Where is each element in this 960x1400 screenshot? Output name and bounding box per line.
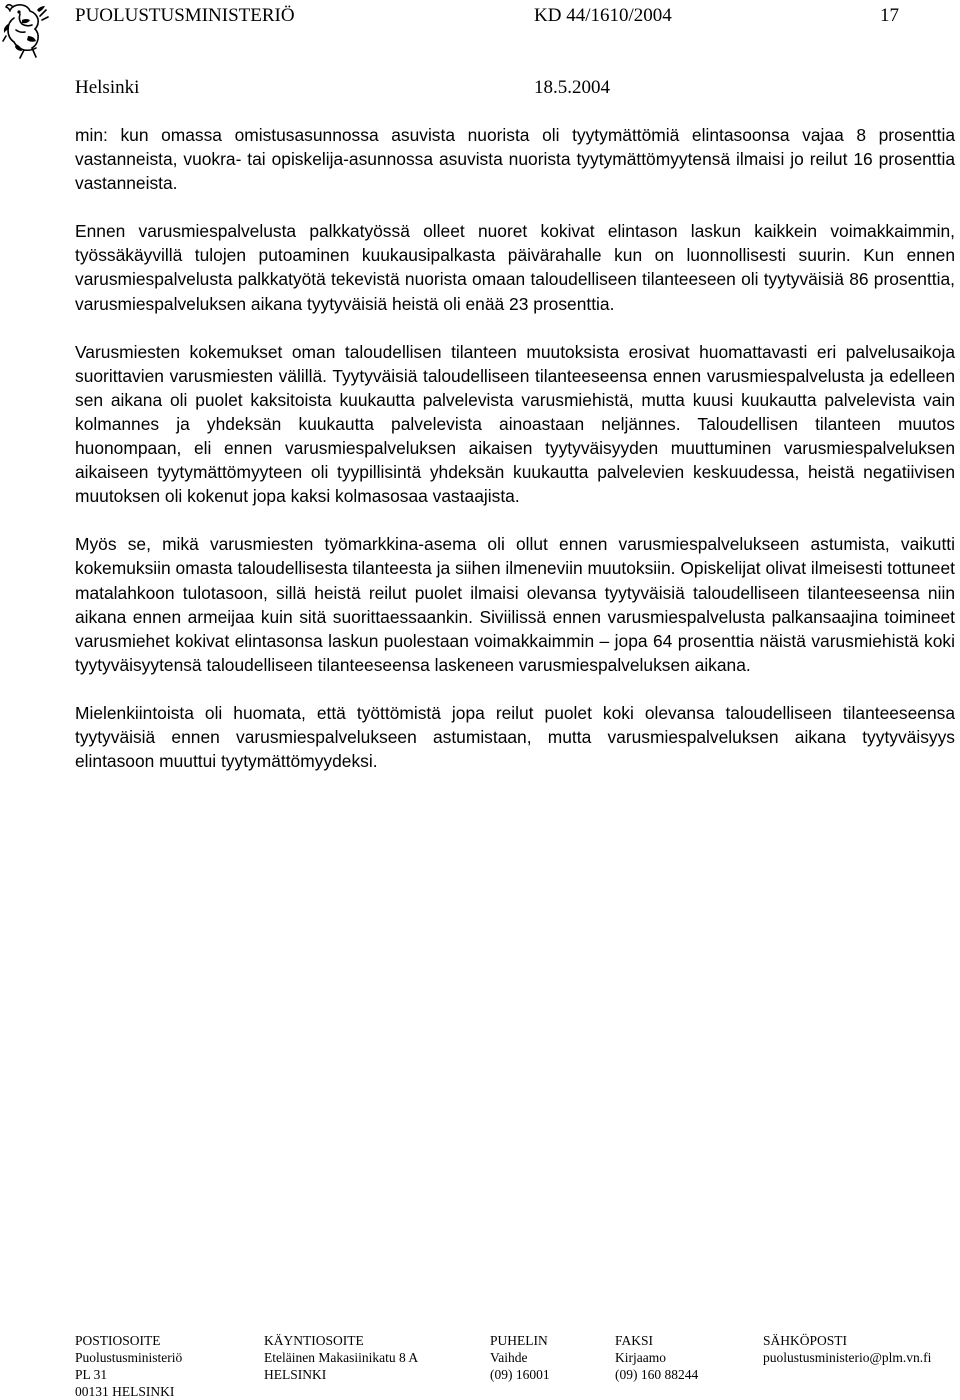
footer-heading: PUHELIN [490,1333,548,1348]
paragraph-5: Mielenkiintoista oli huomata, että työttömistä jopa reilut puolet koki olevansa taloudelliseen tilanteeseensa tyytyväisiä ennen varusmiespalvelukseen astumistaan, mutta varusmiespalveluksen aikana tyytyväisyys elintasoon muuttui tyytymättömyydeksi. [75,702,955,772]
footer-email-address[interactable]: puolustusministerio@plm.vn.fi [763,1350,932,1365]
page-number: 17 [880,5,899,26]
footer-email [763,1332,931,1366]
organization-name: PUOLUSTUSMINISTERIÖ [75,5,295,26]
paragraph-3: Varusmiesten kokemukset oman taloudellisen tilanteen muutoksista erosivat huomattavasti eri palvelusaikoja suorittavien varusmiesten välillä. Tyytyväisiä taloudelliseen tilanteeseensa ennen varusmiespalvelusta ja edelleen sen aikana oli puolet kaksitoista kuukautta palvelevista varusmiehistä, mutta kuusi kuukautta palvelevista vain kolmannes ja yhdeksän kuukautta palvelevista ainoastaan neljännes. Taloudellisen tilanteen muutos huonompaan, eli ennen varusmiespalveluksen aikaisen tyytyväisyyden muuttuminen varusmiespalveluksen aikaiseen tyytymättömyyteen oli tyypillisintä yhdeksän kuukautta palvelevien keskuudessa, heistä negatiivisen muutoksen oli kokenut jopa kaksi kolmasosaa vastaajista. [75,341,955,507]
footer-line: 00131 HELSINKI [75,1384,175,1399]
footer-line: Kirjaamo [615,1350,666,1365]
footer-line: Puolustusministeriö [75,1350,183,1365]
footer-line: Vaihde [490,1350,528,1365]
footer-heading: KÄYNTIOSOITE [264,1333,364,1348]
footer-heading: POSTIOSOITE [75,1333,161,1348]
paragraph-2: Ennen varusmiespalvelusta palkkatyössä olleet nuoret kokivat elintason laskun kaikkein voimakkaimmin, työssäkäyvillä tulojen putoaminen kuukausipalkasta päivärahalle kun on luonnollisesti suurin. Kun ennen varusmiespalvelusta palkkatyötä tekevistä nuorista omaan taloudelliseen tilanteeseen oli tyytyväisiä 86 prosenttia, varusmiespalveluksen aikana tyytyväisiä heistä oli enää 23 prosenttia. [75,221,955,314]
document-number: KD 44/1610/2004 [534,5,672,26]
footer-fax [615,1332,698,1383]
paragraph-4: Myös se, mikä varusmiesten työmarkkina-asema oli ollut ennen varusmiespalvelukseen astumista, vaikutti kokemuksiin omasta taloudellisesta tilanteesta ja siihen ilmeneviin muutoksiin. Opiskelijat olivat ilmeisesti tottuneet matalahkoon tulotasoon, sillä heistä reilut puolet ilmaisi olevansa tyytyväisiä taloudelliseen tilanteeseensa niin aikana ennen armeijaa kuin sitä suorittaessaankin. Siviilissä ennen varusmiespalvelusta palkansaajina toimineet varusmiehet kokivat elintasonsa laskun puolestaan voimakkaimmin – jopa 64 prosenttia näistä varusmiehistä koki tyytyväisyytensä taloudelliseen tilanteeseensa laskeneen varusmiespalveluksen aikana. [75,534,955,675]
footer-line: PL 31 [75,1367,108,1382]
footer-line: HELSINKI [264,1367,327,1382]
footer-phone [490,1332,550,1383]
footer-heading: SÄHKÖPOSTI [763,1333,848,1348]
footer-line: Eteläinen Makasiinikatu 8 A [264,1350,419,1365]
footer-line: (09) 160 88244 [615,1367,699,1382]
lion-coat-of-arms-icon [2,0,50,62]
footer-line: (09) 16001 [490,1367,550,1382]
document-body [75,123,955,797]
document-date: 18.5.2004 [534,77,610,98]
footer-visiting-address [264,1332,418,1383]
document-city: Helsinki [75,77,140,98]
footer-postal-address [75,1332,182,1400]
paragraph-1: min: kun omassa omistusasunnossa asuvista nuorista oli tyytymättömiä elintasoonsa vajaa 8 prosenttia vastanneista, vuokra- tai opiskelija-asunnossa asuvista nuorista tyytymättömyytensä ilmaisi jo reilut 16 prosenttia vastanneista. [75,125,955,194]
footer-heading: FAKSI [615,1333,654,1348]
